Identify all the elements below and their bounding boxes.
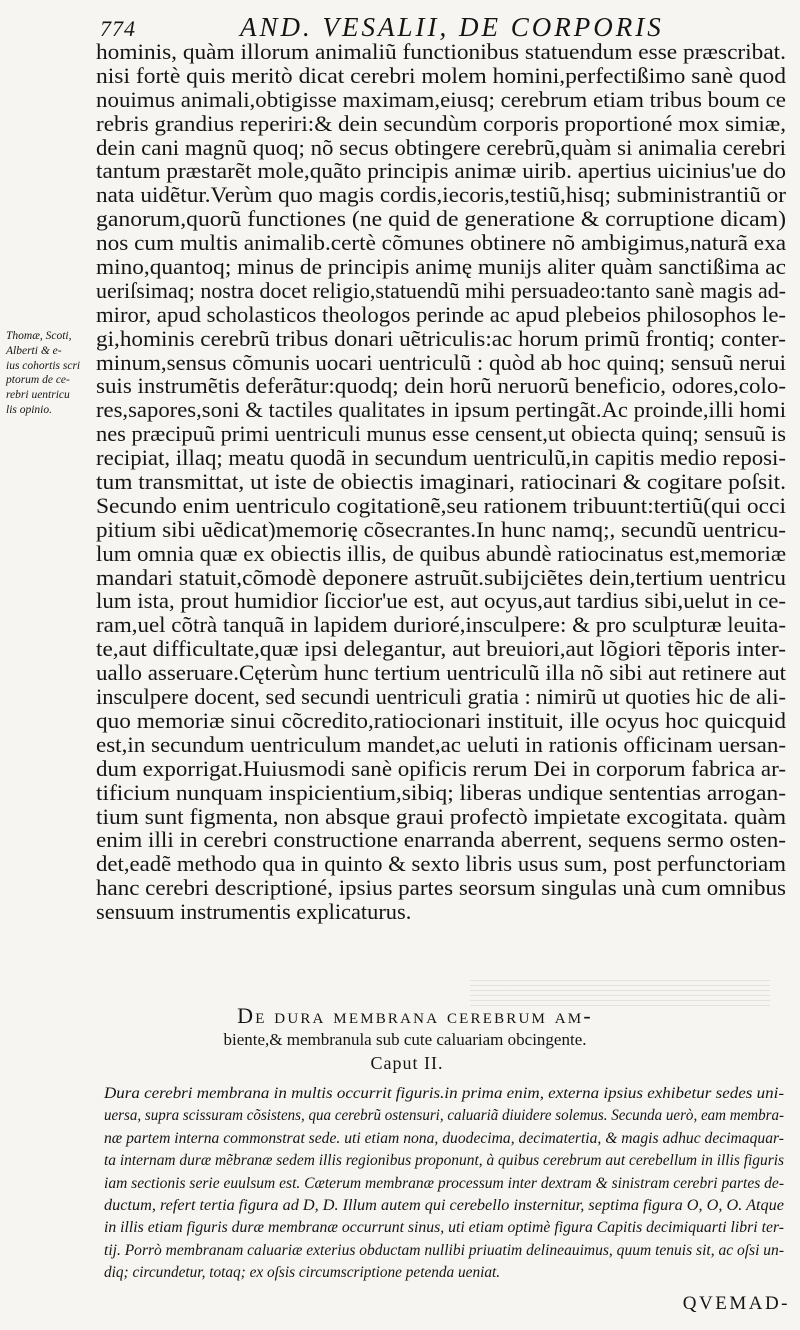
body-text-line: dum exporrigat.Huiusmodi sanè opificis rerum Dei in corporum fabrica ar-	[96, 755, 786, 781]
body-text-line: te,aut difficultate,quæ ipsi delegantur, aut breuiori,aut lõgiori tẽporis inter-	[96, 636, 787, 662]
margin-note-line: lis opinio.	[6, 403, 53, 416]
section-title: De dura membrana cerebrum am-	[237, 1003, 593, 1028]
catchword: QVEMAD-	[682, 1293, 790, 1314]
section-subtitle: biente,& membranula sub cute caluariam obcingente.	[223, 1030, 587, 1049]
annotation-line: uersa, supra scissuram cõsistens, qua cerebrũ ostensuri, caluariã diuidere solemus. Secunda uerò, eam membra-	[104, 1107, 784, 1125]
annotation-line: ductum, refert tertia figura ad D, D. Illum autem qui cerebello insternitur, septima figura O, O, O. Atque	[104, 1196, 785, 1214]
body-text-line: miror, apud scholasticos theologos perinde ac apud plebeios philosophos le-	[96, 301, 786, 327]
body-text-line: tium sunt figmenta, non absque graui profectò impietate excogitata. quàm	[96, 803, 786, 829]
body-text-line: pitium sibi uẽdicat)memorię cõsecrantes.In hunc namq;, secundũ uentricu-	[96, 516, 786, 542]
body-text-line: gi,hominis cerebrũ tribus donari uẽtriculis:ac horum primũ frontiq; conter-	[96, 325, 786, 351]
body-text-line: dein cani magnũ quoq; nõ secus obtingere cerebrũ,quàm si animalia cerebri	[96, 134, 786, 160]
body-text-line: mino,quantoq; minus de principis animę munijs aliter quàm sanctißima ac	[96, 254, 786, 280]
body-text-line: mandari statuit,cõmodè deponere astruũt.subijciẽtes dein,tertium uentricu	[96, 564, 786, 590]
body-text-line: quo memoriæ sinui cõcredito,ratiocionari instituit, ille ocyus hoc quicquid	[96, 707, 786, 733]
body-text-line: suis instrumẽtis deferãtur:quodq; dein horũ neruorũ beneficio, odores,colo-	[96, 373, 786, 399]
body-text-line: Secundo enim uentriculo cogitationẽ,seu rationem tribuunt:tertiũ(qui occi	[96, 492, 786, 518]
body-text-line: ganorum,quorũ functiones (ne quid de generatione & corruptione dicam)	[96, 206, 787, 232]
figure-annotation	[104, 1083, 794, 1285]
body-text-line: minum,sensus cõmunis uocari uentriculũ : quòd ab hoc quinq; sensuũ nerui	[96, 349, 786, 375]
body-text-line: lum omnia quæ ex obiectis illis, de quibus abundè ratiocinatus est,memoriæ	[96, 540, 786, 566]
annotation-line: ta internam duræ mẽbranæ sedem illis regionibus proponunt, à quibus cerebrum aut cerebellum in illis figuris	[104, 1152, 784, 1170]
body-text	[96, 40, 790, 924]
annotation-line: in illis etiam figuris duræ membranæ occurrunt sinus, uti etiam optimè figura Capitis decimiquarti libri ter-	[104, 1219, 784, 1237]
running-head-title: AND. VESALII, DE CORPORIS	[240, 12, 664, 42]
body-text-line: ram,uel cõtrà tanquã in lapidem durioré,insculpere: & pro sculpturæ leuita-	[96, 612, 786, 638]
annotation-line: tij. Porrò membranam caluariæ exterius obductam nullibi priuatim delineauimus, quum tenuis sit, ac oſsi un-	[104, 1241, 784, 1259]
annotation-line: diq; circundetur, totaq; ex oſsis circumscriptione petenda ueniat.	[104, 1264, 501, 1282]
annotation-line: Dura cerebri membrana in multis occurrit figuris.in prima enim, externa ipsius exhibetur sedes uni-	[104, 1085, 784, 1102]
page-number: 774	[100, 16, 136, 41]
body-text-line: uallo asseruare.Cęterùm hunc tertium uentriculũ illa nõ sibi aut retinere aut	[96, 660, 786, 686]
body-text-line: res,sapores,soni & tactiles qualitates in ipsum pertingãt.Ac proinde,illi homi	[96, 397, 786, 423]
margin-note-line: ius cohortis scri	[6, 359, 81, 372]
body-text-line: tantum præstarẽt mole,quãto principis animæ uirib. apertius uicinius'ue do	[96, 158, 786, 184]
body-text-line: enim illi in cerebri constructione enarranda aberrent, sequens sermo osten-	[96, 827, 786, 853]
margin-note-line: rebri uentricu	[6, 389, 70, 402]
body-text-line: sensuum instrumentis explicaturus.	[96, 899, 412, 925]
body-text-line: nes præcipuũ primi uentriculi munus esse censent,ut obiecta quinq; sensuũ is	[96, 421, 786, 447]
body-text-line: insculpere docent, sed secundi uentriculi gratia : nimirũ ut quoties hic de ali-	[96, 684, 786, 710]
annotation-line: iam sectionis serie euulsum est. Cæterum membranæ processum inter dextram & sinistram cerebri partes de-	[104, 1174, 784, 1192]
body-text-line: hanc cerebri descriptioné, ipsius partes seorsum singulas unà cum omnibus	[96, 875, 787, 901]
body-text-line: nos cum multis animalib.certè cõmunes obtinere nõ ambigimus,naturã exa	[96, 230, 787, 256]
body-text-line: hominis, quàm illorum animaliũ functionibus statuendum esse præscribat.	[96, 39, 786, 64]
margin-note	[6, 329, 92, 418]
body-text-line: rebris grandius reperiri:& dein secundùm corporis proportioné mox simiæ,	[96, 110, 786, 136]
body-text-line: tum transmittat, ut iste de obiectis imaginari, ratiocinari & cogitare poſsit.	[96, 469, 787, 495]
body-text-line: recipiat, illaq; meatu quodã in secundum uentriculũ,in capitis medio reposi-	[96, 445, 787, 471]
body-text-line: tificium nunquam inspicientium,sibiq; liberas undique sententias arrogan-	[96, 779, 786, 805]
running-head	[0, 8, 800, 42]
section-heading	[0, 1003, 800, 1075]
chapter-label: Caput II.	[370, 1053, 444, 1073]
body-text-line: nata uidẽtur.Verùm quo magis cordis,iecoris,testiũ,hisq; subministrantiũ or	[96, 182, 786, 208]
body-text-line: nouimus animali,obtigisse maximam,eiusq; cerebrum etiam tribus boum ce	[96, 86, 786, 112]
body-text-line: lum ista, prout humidior ſiccior'ue est, aut ocyus,aut tardius sibi,uelut in ce-	[96, 588, 786, 614]
body-text-line: det,eadẽ methodo qua in quinto & sexto libris usus sum, post perfunctoriam	[96, 851, 786, 877]
margin-note-line: Thomæ, Scoti,	[6, 330, 72, 342]
body-text-line: ueriſsimaq; nostra docet religio,statuendũ mihi persuadeo:tanto sanè magis ad-	[96, 277, 786, 303]
body-text-line: nisi fortè quis meritò dicat cerebri molem homini,perfectißimo sanè quod	[96, 62, 786, 88]
margin-note-line: ptorum de ce-	[6, 374, 70, 387]
margin-note-line: Alberti & e-	[6, 344, 62, 357]
body-text-line: est,in secundum uentriculum mandet,ac ueluti in rationis officinam uersan-	[96, 731, 786, 757]
annotation-line: næ partem interna commonstrat sede. uti etiam nona, duodecima, decimatertia, & magis adhuc decimaquar-	[104, 1129, 784, 1147]
